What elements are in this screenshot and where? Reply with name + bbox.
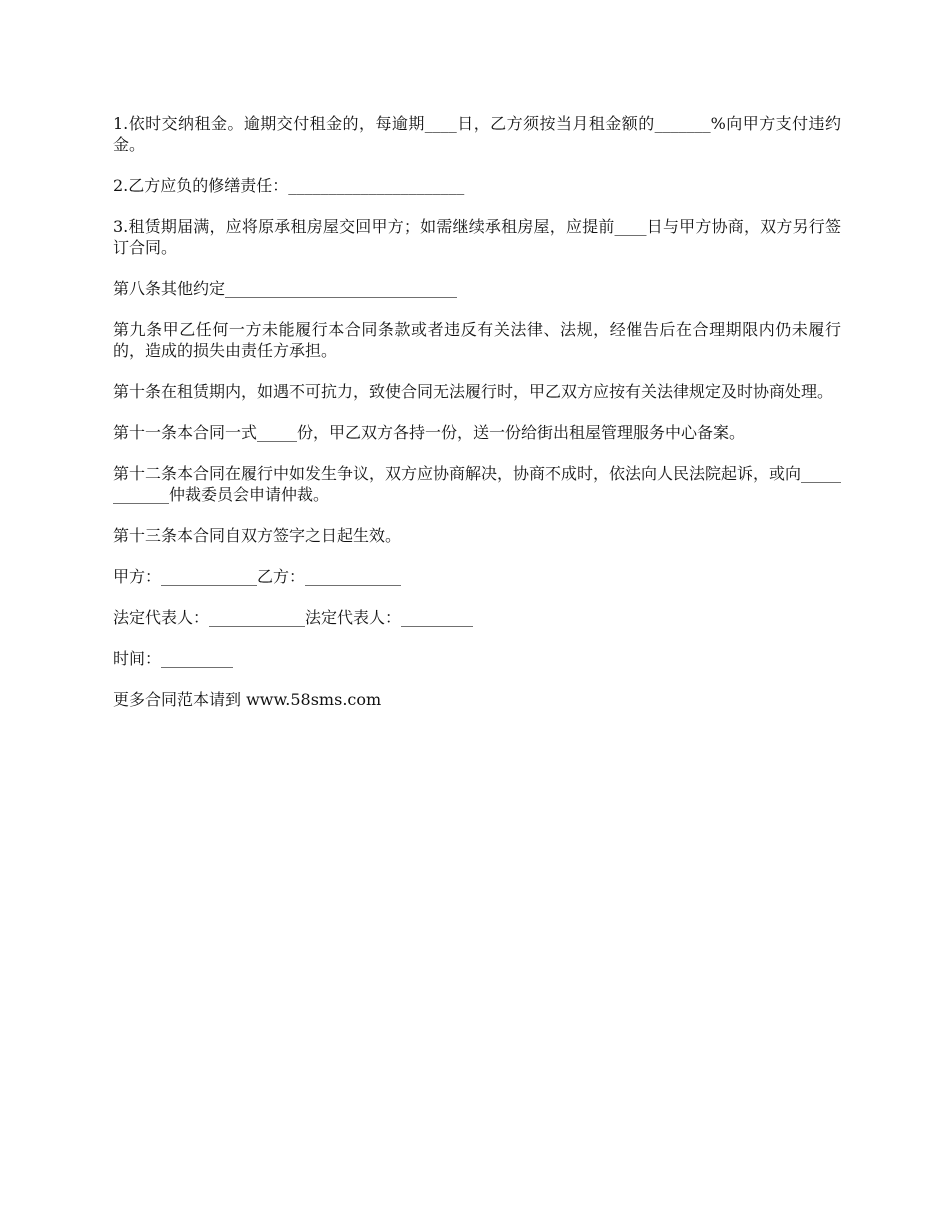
signature-parties: 甲方：____________乙方：____________ bbox=[113, 567, 402, 586]
signature-date: 时间：_________ bbox=[113, 649, 234, 668]
clause-rent-payment: 1.依时交纳租金。逾期交付租金的，每逾期____日，乙方须按当月租金额的_______%向甲方支付违约金。 bbox=[113, 114, 841, 154]
clause-repair-responsibility: 2.乙方应负的修缮责任：______________________ bbox=[113, 176, 465, 195]
document-page bbox=[113, 113, 841, 730]
article-13-effective: 第十三条本合同自双方签字之日起生效。 bbox=[113, 526, 402, 545]
article-11-copies: 第十一条本合同一式_____份，甲乙双方各持一份，送一份给街出租屋管理服务中心备案。 bbox=[113, 423, 746, 442]
footer-more-contracts: 更多合同范本请到 www.58sms.com bbox=[113, 690, 382, 709]
article-9-breach: 第九条甲乙任何一方未能履行本合同条款或者违反有关法律、法规，经催告后在合理期限内仍未履行的，造成的损失由责任方承担。 bbox=[113, 320, 841, 360]
signature-representatives: 法定代表人：____________法定代表人：_________ bbox=[113, 608, 474, 627]
clause-lease-expiry: 3.租赁期届满，应将原承租房屋交回甲方；如需继续承租房屋，应提前____日与甲方协商，双方另行签订合同。 bbox=[113, 217, 841, 257]
article-12-disputes: 第十二条本合同在履行中如发生争议，双方应协商解决，协商不成时，依法向人民法院起诉，或向____________仲裁委员会申请仲裁。 bbox=[113, 464, 842, 504]
article-10-force-majeure: 第十条在租赁期内，如遇不可抗力，致使合同无法履行时，甲乙双方应按有关法律规定及时协商处理。 bbox=[113, 382, 834, 401]
article-8-other-agreements: 第八条其他约定_____________________________ bbox=[113, 279, 458, 298]
